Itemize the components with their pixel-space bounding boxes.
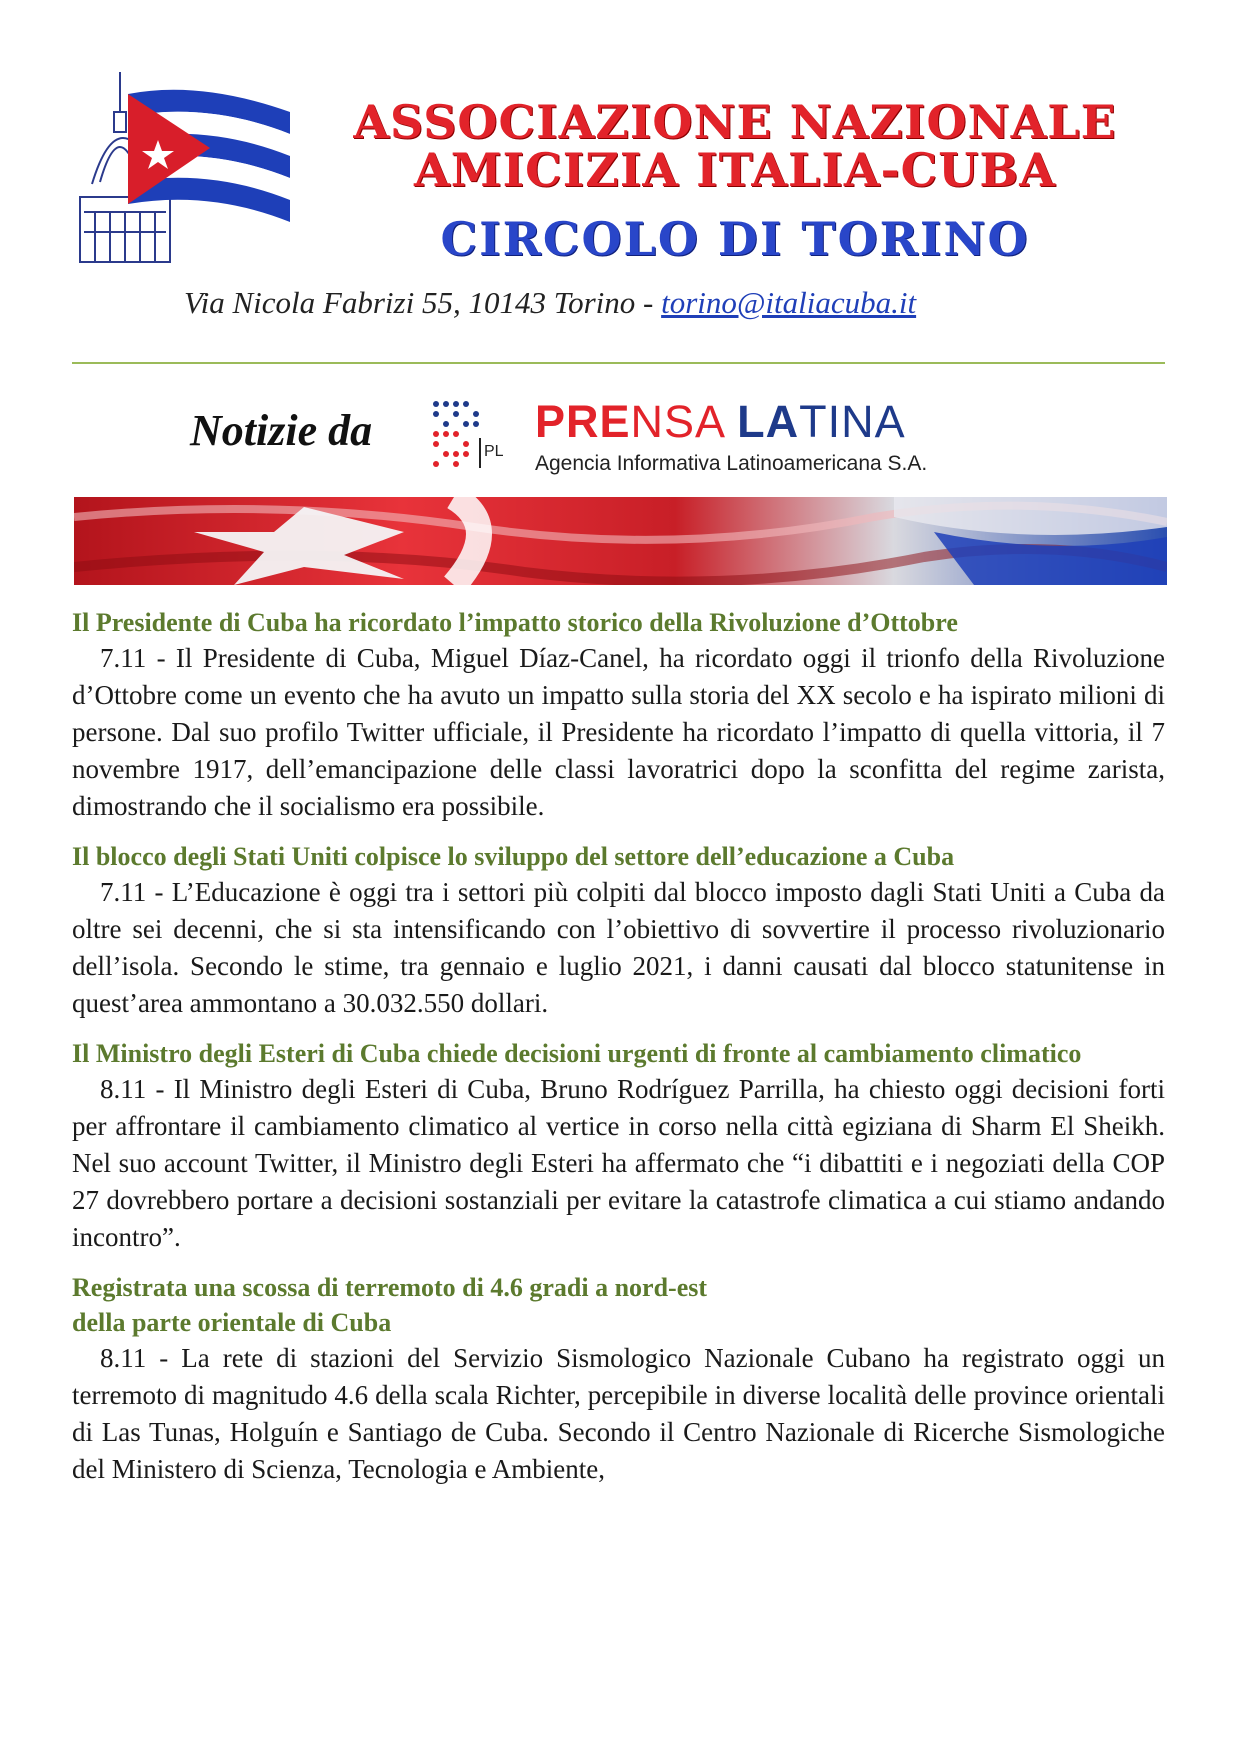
association-title-line1: ASSOCIAZIONE NAZIONALE	[353, 95, 1117, 149]
article-4-body: 8.11 - La rete di stazioni del Servizio Sismologico Nazionale Cubano ha registrato oggi un terremoto di magnitudo 4.6 della scala Richter, percepibile in diverse località delle province orientali di Las Tunas, Holguín e Santiago de Cuba. Secondo il Centro Nazionale di Ricerche Sismologiche del Ministero di Scienza, Tecnologia e Ambiente,	[72, 1343, 1165, 1484]
pl-name-part2: NSA	[630, 396, 738, 447]
news-content	[72, 605, 1165, 1502]
pl-mark: PL	[484, 443, 504, 460]
article-3-title: Il Ministro degli Esteri di Cuba chiede decisioni urgenti di fronte al cambiamento climatico	[72, 1039, 1082, 1068]
header-divider	[72, 362, 1165, 364]
prensa-latina-name	[535, 396, 906, 448]
flag-banner-image	[74, 497, 1167, 585]
cuban-flag-icon	[128, 90, 290, 222]
article-2-body: 7.11 - L’Educazione è oggi tra i settori più colpiti dal blocco imposto dagli Stati Uniti a Cuba da oltre sei decenni, che si sta intensificando con l’obiettivo di sovvertire il processo rivoluzionario dell’isola. Secondo le stime, tra gennaio e luglio 2021, i danni causati dal blocco statunitense in quest’area ammontano a 30.032.550 dollari.	[72, 877, 1165, 1018]
article-4-title	[72, 1270, 1165, 1340]
notizie-da-label: Notizie da	[190, 406, 373, 455]
prensa-latina-subtitle: Agencia Informativa Latinoamericana S.A.	[535, 452, 928, 475]
association-title	[285, 95, 1185, 197]
address-line	[184, 285, 916, 321]
article-2-title: Il blocco degli Stati Uniti colpisce lo sviluppo del settore dell’educazione a Cuba	[72, 842, 955, 871]
article-1-body: 7.11 - Il Presidente di Cuba, Miguel Díaz-Canel, ha ricordato oggi il trionfo della Rivoluzione d’Ottobre come un evento che ha avuto un impatto sulla storia del XX secolo e ha ispirato milioni di persone. Dal suo profilo Twitter ufficiale, il Presidente ha ricordato l’impatto di quella vittoria, il 7 novembre 1917, dell’emancipazione delle classi lavoratrici dopo la sconfitta del regime zarista, dimostrando che il socialismo era possibile.	[72, 643, 1165, 821]
pl-name-part4: TINA	[799, 396, 906, 447]
address-text: Via Nicola Fabrizi 55, 10143 Torino -	[184, 285, 662, 320]
article-4-title-line2: della parte orientale di Cuba	[72, 1308, 392, 1337]
email-link[interactable]: torino@italiacuba.it	[661, 285, 917, 320]
pl-name-part3: LA	[737, 396, 800, 447]
article-3-body: 8.11 - Il Ministro degli Esteri di Cuba, Bruno Rodríguez Parrilla, ha chiesto oggi decisioni forti per affrontare il cambiamento climatico al vertice in corso nella città egiziana di Sharm El Sheikh. Nel suo account Twitter, il Ministro degli Esteri ha affermato che “i dibattiti e i negoziati della COP 27 dovrebbero portare a decisioni sostanziali per evitare la catastrofe climatica a cui stiamo andando incontro”.	[72, 1074, 1165, 1252]
article-4-title-line1: Registrata una scossa di terremoto di 4.6 gradi a nord-est	[72, 1273, 708, 1302]
prensa-latina-logo-icon	[430, 398, 520, 478]
article-1-title: Il Presidente di Cuba ha ricordato l’impatto storico della Rivoluzione d’Ottobre	[72, 608, 958, 637]
pl-name-part1: PRE	[535, 396, 631, 447]
association-title-line2: AMICIZIA ITALIA-CUBA	[414, 143, 1056, 197]
circolo-title: CIRCOLO DI TORINO	[440, 212, 1030, 266]
